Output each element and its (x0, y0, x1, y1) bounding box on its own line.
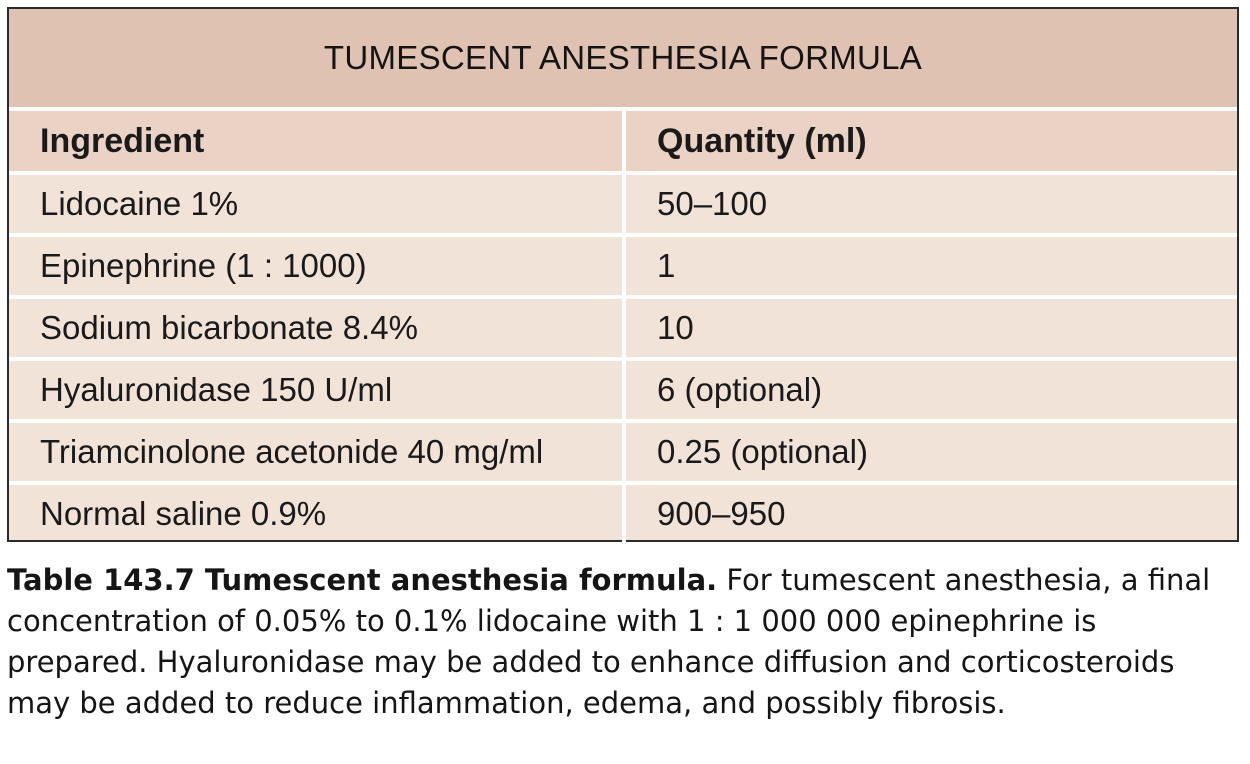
quantity-cell: 900–950 (622, 485, 1237, 543)
table-row (9, 481, 1237, 543)
table-caption (7, 560, 1237, 724)
quantity-cell: 50–100 (622, 175, 1237, 233)
ingredient-cell: Triamcinolone acetonide 40 mg/ml (40, 433, 544, 470)
quantity-cell: 6 (optional) (622, 361, 1237, 419)
quantity-cell: 10 (622, 299, 1237, 357)
ingredient-cell: Normal saline 0.9% (40, 495, 327, 532)
ingredient-cell: Hyaluronidase 150 U/ml (40, 371, 393, 408)
quantity-cell: 0.25 (optional) (622, 423, 1237, 481)
table-row (9, 233, 1237, 295)
caption-text: For tumescent anesthesia, a final concentration of 0.05% to 0.1% lidocaine with 1 : 1 000 000 epinephrine is prepared. Hyaluronidase may be added to enhance diffusion and corticosteroids may be added to reduce inflammation, edema, and possibly fibrosis. (7, 563, 1211, 720)
table-title-text: TUMESCENT ANESTHESIA FORMULA (323, 39, 923, 76)
ingredient-cell: Epinephrine (1 : 1000) (40, 247, 367, 284)
table-row (9, 357, 1237, 419)
table-row (9, 295, 1237, 357)
table-title (9, 9, 1237, 107)
ingredient-cell: Sodium bicarbonate 8.4% (40, 309, 418, 346)
column-header-quantity: Quantity (ml) (622, 111, 1237, 171)
table-row (9, 419, 1237, 481)
formula-table (7, 7, 1239, 542)
table-header-row (9, 107, 1237, 171)
column-header-ingredient: Ingredient (40, 121, 205, 160)
table-grid (9, 107, 1237, 543)
caption-label: Table 143.7 Tumescent anesthesia formula. (7, 563, 718, 597)
quantity-cell: 1 (622, 237, 1237, 295)
ingredient-cell: Lidocaine 1% (40, 185, 239, 222)
table-row (9, 171, 1237, 233)
